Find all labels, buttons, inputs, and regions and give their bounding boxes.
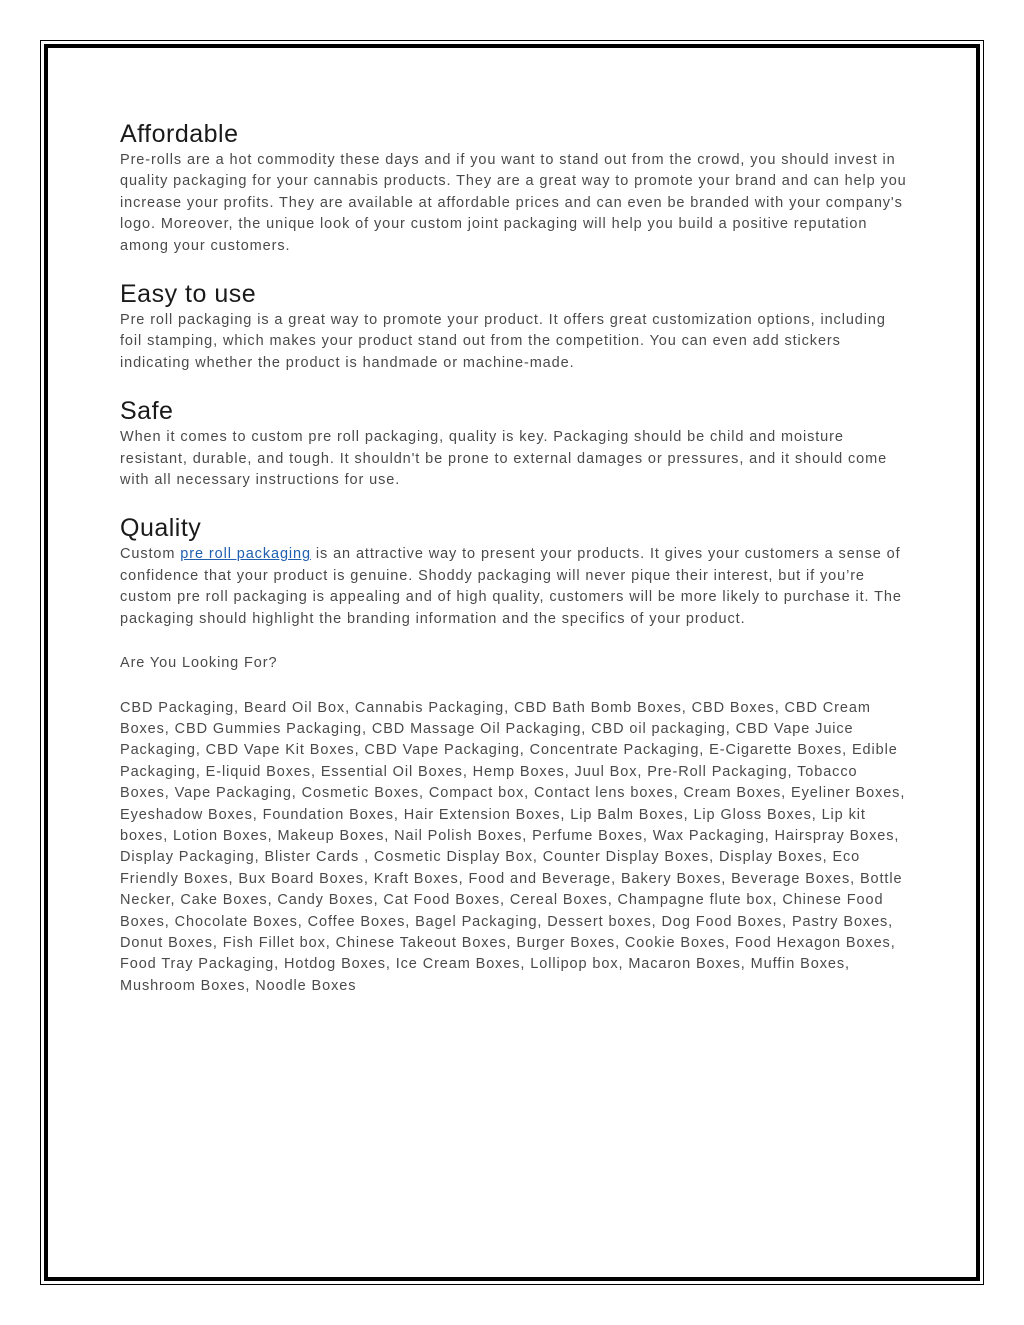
paragraph-easy-to-use: Pre roll packaging is a great way to promote your product. It offers great customization options, including foil stamping, which makes your product stand out from the competition. You can even add stickers indicating whether the product is handmade or machine-made. (120, 312, 886, 371)
paragraph-safe: When it comes to custom pre roll packaging, quality is key. Packaging should be child and moisture resistant, durable, and tough. It shouldn't be prone to external damages or pressures, and it should come with all necessary instructions for use. (120, 429, 888, 489)
paragraph-quality (120, 544, 910, 630)
quality-text-prefix: Custom (120, 546, 181, 563)
pre-roll-packaging-link[interactable]: pre roll packaging (180, 546, 311, 563)
paragraph-affordable: Pre-rolls are a hot commodity these days and if you want to stand out from the crowd, you should invest in quality packaging for your cannabis products. They are a great way to promote your brand and can help you increase your profits. They are available at affordable prices and can even be branded with your company's logo. Moreover, the unique look of your custom joint packaging will help you build a positive reputation among your customers. (120, 152, 907, 254)
heading-quality: Quality (120, 514, 202, 543)
looking-for-label: Are You Looking For? (120, 655, 278, 672)
document-body (120, 118, 910, 997)
heading-easy-to-use: Easy to use (120, 280, 257, 309)
heading-safe: Safe (120, 397, 174, 426)
product-list-paragraph: CBD Packaging, Beard Oil Box, Cannabis Packaging, CBD Bath Bomb Boxes, CBD Boxes, CBD Cream Boxes, CBD Gummies Packaging, CBD Massage Oil Packaging, CBD oil packaging, CBD Vape Juice Packaging, CBD Vape Kit Boxes, CBD Vape Packaging, Concentrate Packaging, E-Cigarette Boxes, Edible Packaging, E-liquid Boxes, Essential Oil Boxes, Hemp Boxes, Juul Box, Pre-Roll Packaging, Tobacco Boxes, Vape Packaging, Cosmetic Boxes, Compact box, Contact lens boxes, Cream Boxes, Eyeliner Boxes, Eyeshadow Boxes, Foundation Boxes, Hair Extension Boxes, Lip Balm Boxes, Lip Gloss Boxes, Lip kit boxes, Lotion Boxes, Makeup Boxes, Nail Polish Boxes, Perfume Boxes, Wax Packaging, Hairspray Boxes, Display Packaging, Blister Cards , Cosmetic Display Box, Counter Display Boxes, Display Boxes, Eco Friendly Boxes, Bux Board Boxes, Kraft Boxes, Food and Beverage, Bakery Boxes, Beverage Boxes, Bottle Necker, Cake Boxes, Candy Boxes, Cat Food Boxes, Cereal Boxes, Champagne flute box, Chinese Food Boxes, Chocolate Boxes, Coffee Boxes, Bagel Packaging, Dessert boxes, Dog Food Boxes, Pastry Boxes, Donut Boxes, Fish Fillet box, Chinese Takeout Boxes, Burger Boxes, Cookie Boxes, Food Hexagon Boxes, Food Tray Packaging, Hotdog Boxes, Ice Cream Boxes, Lollipop box, Macaron Boxes, Muffin Boxes, Mushroom Boxes, Noodle Boxes (120, 699, 906, 994)
heading-affordable: Affordable (120, 120, 239, 148)
quality-text-suffix: is an attractive way to present your products. It gives your customers a sense of confidence that your product is genuine. Shoddy packaging will never pique their interest, but if you’re custom pre roll packaging is appealing and of high quality, customers will be more likely to purchase it. The packaging should highlight the branding information and the specifics of your product. (120, 546, 902, 627)
